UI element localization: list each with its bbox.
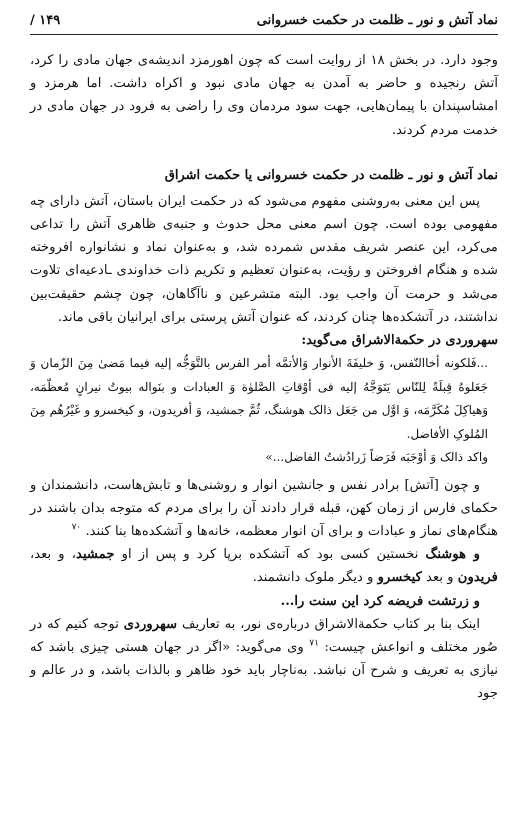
footnote-ref-70: ۷۰ — [71, 522, 82, 533]
section-heading: نماد آتش و نور ـ ظلمت در حکمت خسروانی یا حکمت اشراق — [164, 167, 498, 183]
paragraph-3-text: و چون [آتش] برادر نفس و جانشین انوار و روشنی‌ها و تابش‌هاست، دانشمندان و حکمای فارس از زمان کهن، قبله قرار دادند آن را برای مردم که متوجه بدان باشند در هنگام‌های نماز و عبادات و برای آن انوار معظمه، خانه‌ها و آتشکده‌ها بنا کنند. — [30, 477, 498, 539]
footnote-ref-71: ۷۱ — [309, 638, 319, 649]
paragraph-4 — [30, 543, 498, 589]
paragraph-4-text-3: و بعد — [421, 570, 458, 586]
paragraph-4-text-1: نخستین کسی بود که آتشکده برپا کرد و پس از او — [114, 547, 426, 563]
kaykhosrow-name: کیخسرو — [377, 570, 422, 586]
paragraph-4-text-2: ، و بعد، — [30, 547, 77, 563]
arabic-quote-2: واکد ذالک وَ أوْجَبَه فَرَضاً زَرادُشتُ الفاضل...» — [265, 450, 488, 465]
arabic-quote-1: ...فَلکونه أخاالنّفس، وَ خلیفَةَ الأنوار وَالأتمَّه أمر الفرس بالتَّوَجُّه إلیه فیما مَضیٰ مِنَ الزّمان وَ جَعَلوهُ قِبلَةً لِلنّاس یَتَوَجَّهُ إلیه فی أوْقاتِ الصَّلوٰة وَ العبادات و بنَواله بیوتُ نیرانٍ مُعظّمَه، وَهیاکِلَ مُکَرَّمَه، وَ اوَّل من جَعَل ذالک هوشنگ، ثُمَّ جمشید، وَ أفریدون، و کیخسرو و غَیْرُهُم مِنَ المُلوکِ الأفاضل. — [30, 356, 488, 441]
jamshid-name: جمشید — [76, 547, 115, 563]
fereydun-name: فریدون — [457, 570, 498, 586]
paragraph-3 — [30, 474, 498, 544]
hushang-name: و هوشنگ — [425, 547, 480, 563]
quote-intro: سهروردی در حکمة‌الاشراق می‌گوید: — [301, 333, 498, 349]
paragraph-6-text-1: اینک بنا بر کتاب حکمة‌الاشراق درباره‌ی نور، به تعاریف — [177, 616, 480, 632]
header-title: نماد آتش و نور ـ ظلمت در حکمت خسروانی — [256, 13, 498, 28]
paragraph-6-text-2: توجه کنیم که در صُور مختلف و انواعش چیست: — [30, 616, 499, 655]
paragraph-1: وجود دارد. در بخش ۱۸ از روایت است که چون اهورمزد اندیشه‌ی جهان مادی را کرد، آتش رنجیده و حاضر به آمدن به جهان مادی نبود و اکراه داشت. اما هرمزد و امشاسپندان با پیمان‌هایی، جهت سود مردمان وی را راضی به فرود در جهان مادی در خدمت مردم کردند. — [30, 53, 498, 138]
paragraph-6 — [30, 613, 498, 706]
paragraph-4-text-4: و دیگر ملوک دانشمند. — [252, 570, 378, 586]
paragraph-5: و زرتشت فریضه کرد این سنت را... — [280, 593, 480, 609]
paragraph-6-text-3: وی می‌گوید: «اگر در جهان هستی چیزی باشد که نیازی به تعریف و شرح آن نباشد. به‌ناچار باید خود ظاهر و بالذات باشد، و در عالم و جود — [30, 639, 498, 702]
suhrawardi-name: سهروردی — [123, 616, 178, 632]
paragraph-2: پس این معنی به‌روشنی مفهوم می‌شود که در حکمت ایران باستان، آتش دارای چه مفهومی بوده است. چون اسم معنی محل حدوث و جنبه‌ی ظاهری آتش را تداعی می‌کرد، این عنصر شریف مقدس شمرده شد، و به‌عنوان نماد و نشانواره افروخته شده و هنگام افروختن و رؤیت، به‌عنوان تعظیم و تکریم ذات خداوندی ـادعیه‌ای تلاوت می‌شد و حرمت آن واجب بود. البته متشرعین و ناآگاهان، چون چشم حقیقت‌بین نداشتند، در آتشکده‌ها چنان کردند، که عنوان آتش پرستی برای ایرانیان باقی ماند. — [30, 193, 498, 325]
page-number: ۱۴۹ / — [30, 13, 61, 28]
running-header — [30, 10, 498, 35]
